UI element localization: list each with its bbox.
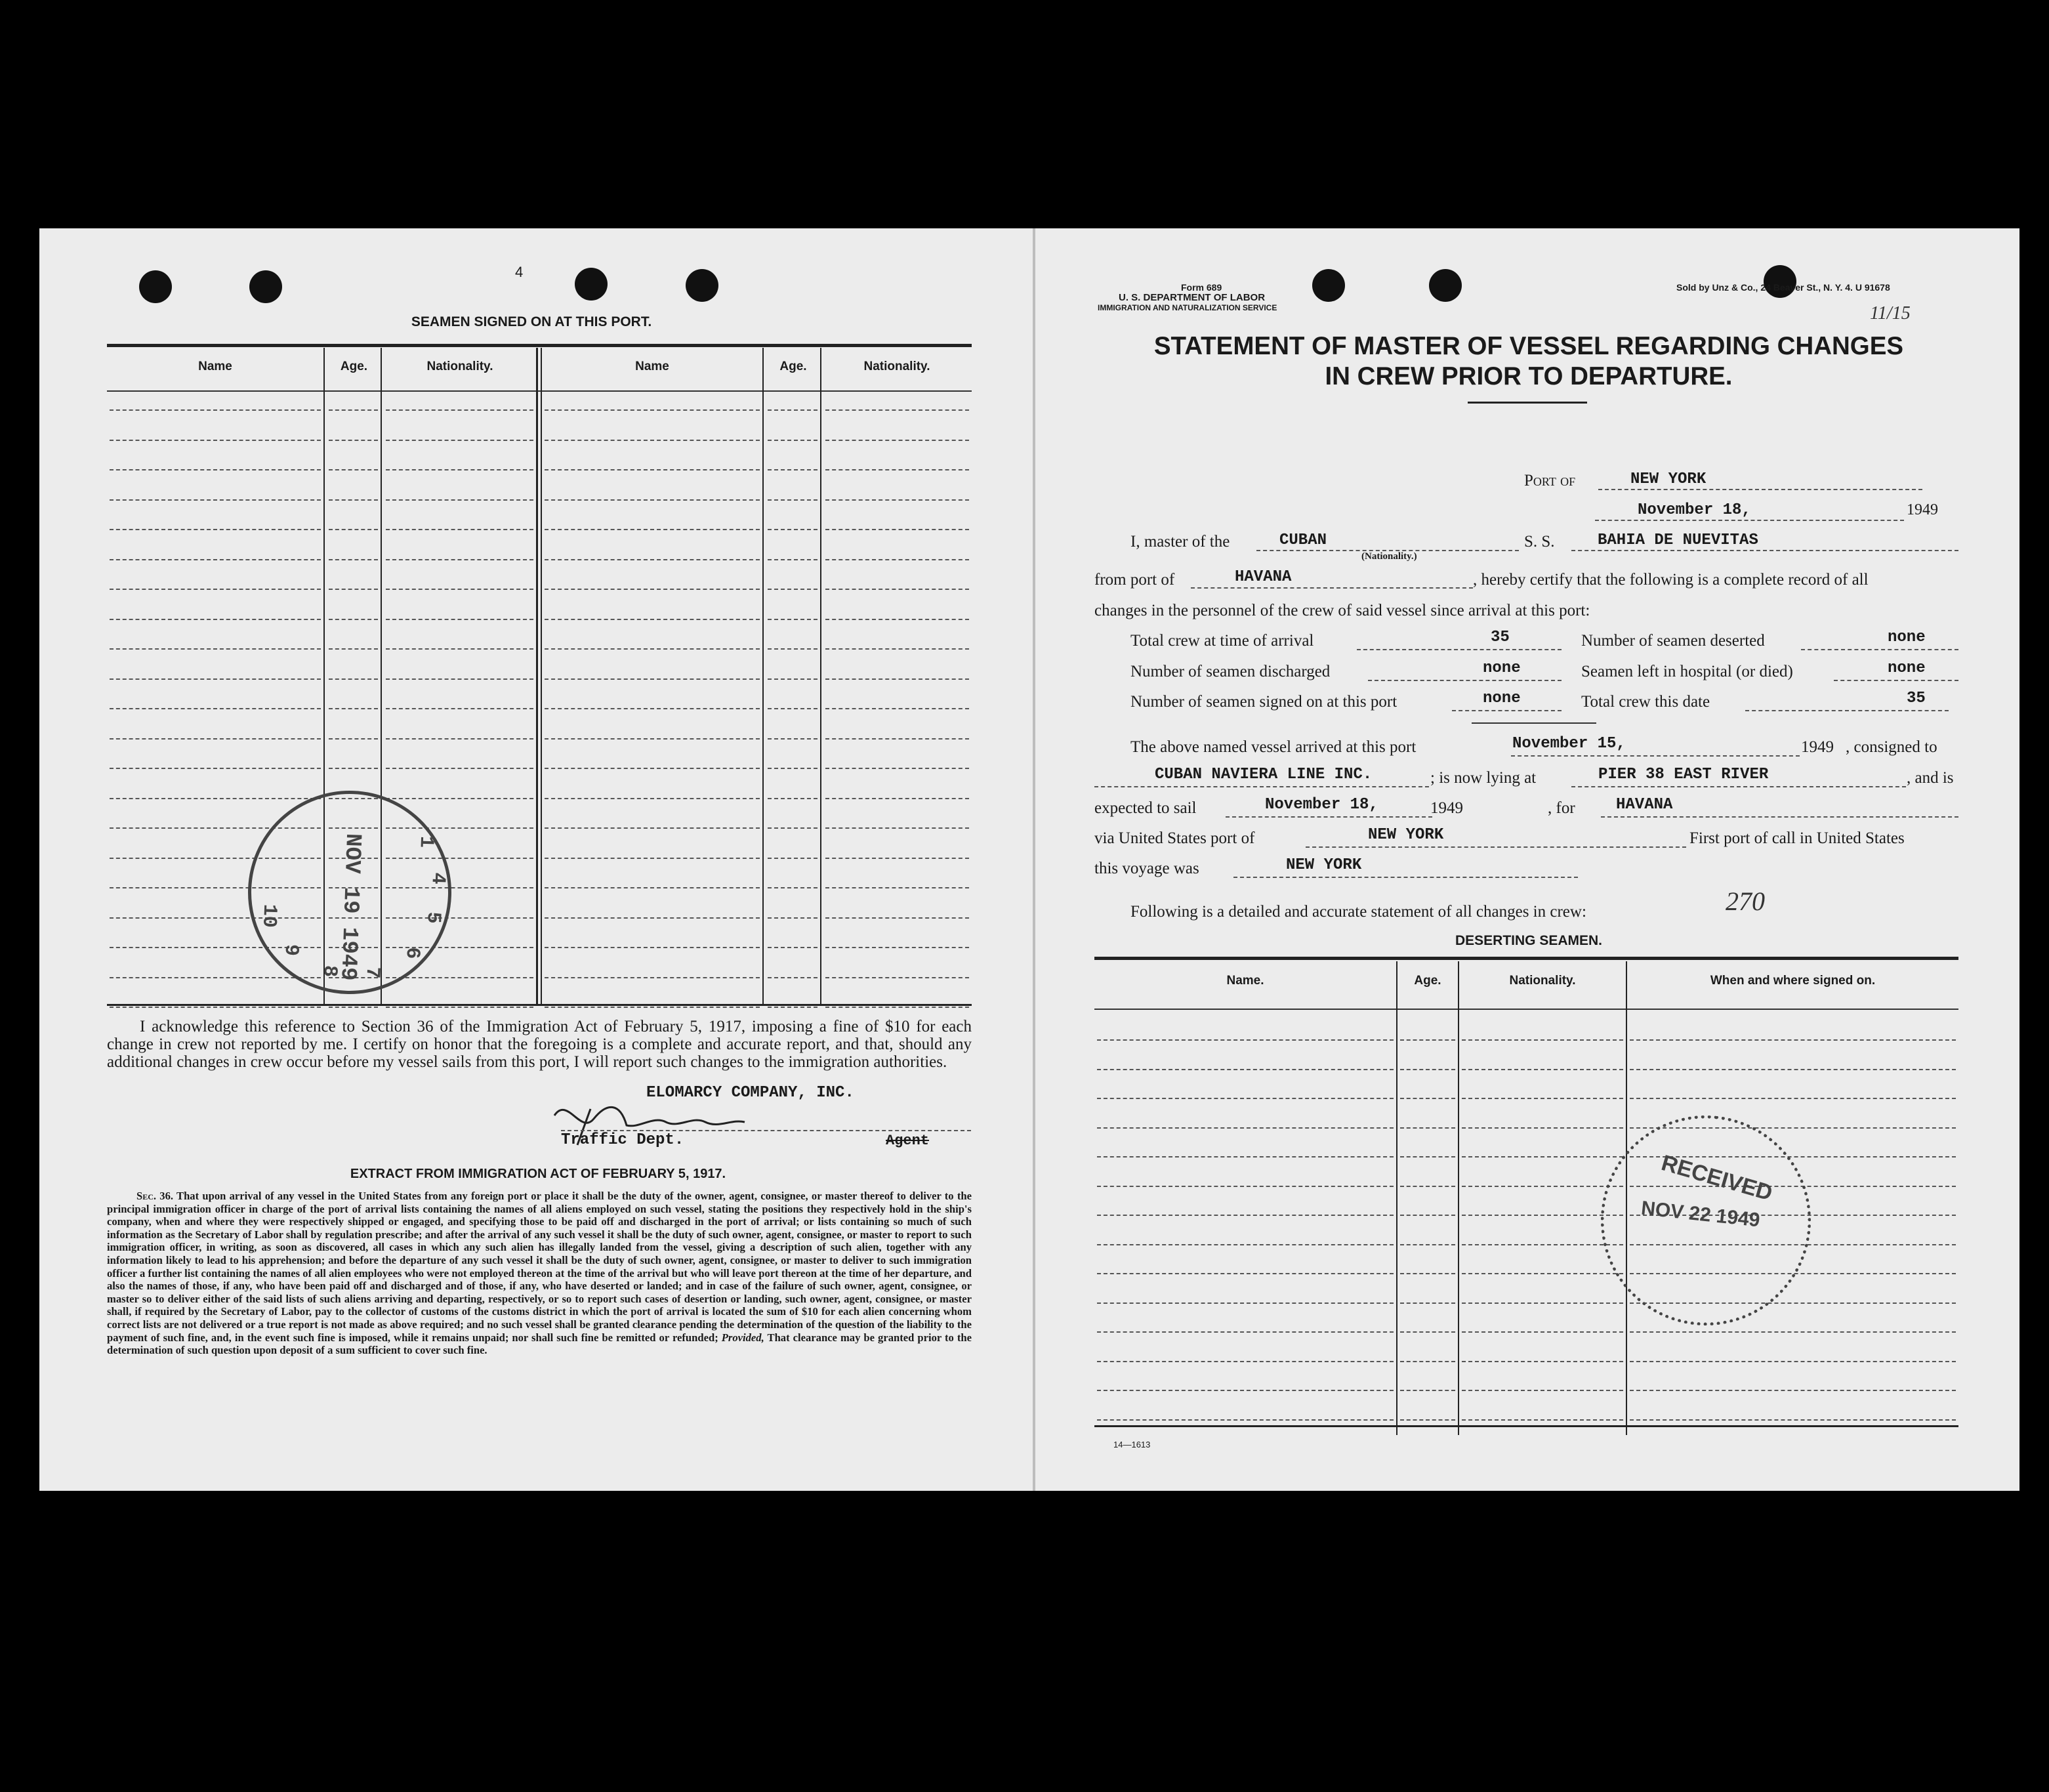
table-row-line (329, 648, 378, 650)
department-name: U. S. DEPARTMENT OF LABOR (1119, 292, 1266, 303)
stamp-digit: 7 (360, 966, 384, 979)
handwritten-reference: 11/15 (1870, 303, 1911, 323)
table-row-line (545, 559, 760, 560)
table-row-line (329, 619, 378, 620)
hospital-line (1834, 680, 1958, 681)
for-line (1601, 816, 1958, 818)
date-year: 1949 (1907, 501, 1938, 518)
table-row-line (768, 409, 818, 411)
table-row-line (110, 738, 321, 740)
table-row-line (329, 469, 378, 470)
table-row-line (329, 499, 378, 501)
service-name: IMMIGRATION AND NATURALIZATION SERVICE (1098, 303, 1277, 312)
signed-on-title: SEAMEN SIGNED ON AT THIS PORT. (411, 314, 652, 329)
punch-hole (686, 269, 718, 302)
deserting-column-header: When and where signed on. (1710, 974, 1876, 988)
table-row-line (1462, 1331, 1623, 1333)
from-port-value: HAVANA (1235, 568, 1292, 586)
stamp-digit: 8 (318, 965, 341, 978)
deserting-table-top (1094, 957, 1958, 960)
nationality-value: CUBAN (1279, 531, 1327, 549)
table-row-line (110, 798, 321, 799)
stamp-digit: 6 (400, 946, 424, 959)
signed-value: none (1483, 690, 1521, 707)
table-row-line (329, 440, 378, 441)
page-number: 4 (515, 264, 524, 280)
table-row-line (545, 589, 760, 590)
table-row-line (1462, 1390, 1623, 1391)
deserted-line (1801, 649, 1958, 650)
extract-body (107, 1190, 972, 1357)
table-row-line (825, 887, 969, 888)
table-row-line (110, 977, 321, 978)
stamp-digit: 9 (279, 944, 302, 957)
table-row-line (386, 1007, 533, 1008)
table-row-line (768, 708, 818, 709)
sail-year: 1949 (1430, 799, 1463, 817)
table-row-line (825, 768, 969, 769)
table-row-line (768, 827, 818, 829)
discharged-label: Number of seamen discharged (1130, 663, 1331, 680)
via-label: via United States port of (1094, 829, 1255, 847)
table-row-line (825, 648, 969, 650)
table-row-line (1400, 1419, 1455, 1421)
punch-hole (139, 270, 172, 303)
table-row-line (545, 708, 760, 709)
date-line (1595, 520, 1904, 521)
table-row-line (1097, 1361, 1394, 1362)
table-row-line (110, 440, 321, 441)
table-row-line (825, 858, 969, 859)
pier-line (1571, 786, 1906, 787)
table-top-rule (107, 344, 972, 347)
column-header: Name (198, 360, 232, 373)
table-row-line (768, 1007, 818, 1008)
stamp-digit: 4 (426, 872, 449, 885)
nationality-caption: (Nationality.) (1361, 551, 1417, 562)
table-row-line (386, 768, 533, 769)
table-row-line (1097, 1419, 1394, 1421)
table-row-line (1097, 1273, 1394, 1274)
table-row-line (1400, 1361, 1455, 1362)
table-row-line (825, 469, 969, 470)
table-row-line (1097, 1069, 1394, 1070)
table-row-line (768, 798, 818, 799)
table-row-line (1097, 1156, 1394, 1157)
stamp-received-date: NOV 22 1949 (1640, 1197, 1761, 1232)
following-text: Following is a detailed and accurate statement of all changes in crew: (1130, 903, 1586, 921)
table-row-line (1097, 1331, 1394, 1333)
table-row-line (386, 678, 533, 680)
table-row-line (825, 977, 969, 978)
arrived-line (1511, 755, 1800, 757)
table-row-line (329, 559, 378, 560)
table-row-line (1400, 1273, 1455, 1274)
hospital-label: Seamen left in hospital (or died) (1581, 663, 1793, 680)
extract-end: That clearance may be granted prior to the determination of such question upon deposit of a sum sufficient to cover such fine. (107, 1331, 972, 1357)
table-row-line (768, 589, 818, 590)
table-row-line (1462, 1273, 1623, 1274)
table-row-line (1097, 1127, 1394, 1129)
table-row-line (768, 559, 818, 560)
table-row-line (329, 409, 378, 411)
date-value: November 18, (1638, 501, 1751, 519)
from-port-label: from port of (1094, 571, 1175, 589)
deserting-column-header: Name. (1226, 974, 1264, 988)
table-row-line (825, 738, 969, 740)
table-row-line (1400, 1156, 1455, 1157)
punch-hole (249, 270, 282, 303)
table-row-line (1462, 1039, 1623, 1041)
and-is-text: , and is (1907, 769, 1954, 787)
deserting-header-rule (1094, 1009, 1958, 1010)
arrived-value: November 15, (1512, 735, 1626, 753)
discharged-line (1368, 680, 1562, 681)
deserted-label: Number of seamen deserted (1581, 632, 1765, 650)
table-row-line (1462, 1069, 1623, 1070)
table-row-line (329, 589, 378, 590)
table-row-line (768, 499, 818, 501)
table-row-line (110, 768, 321, 769)
table-row-line (1097, 1215, 1394, 1216)
table-bottom-rule (107, 1004, 972, 1006)
printer-imprint: Sold by Unz & Co., 24 Beaver St., N. Y. 4. U 91678 (1676, 282, 1890, 293)
table-row-line (1630, 1039, 1956, 1041)
stamp-digit: 1 (414, 835, 438, 848)
table-row-line (1462, 1302, 1623, 1304)
stamp-received-text: RECEIVED (1659, 1150, 1775, 1206)
column-divider (762, 348, 764, 1004)
table-row-line (545, 440, 760, 441)
table-row-line (386, 977, 533, 978)
table-row-line (825, 798, 969, 799)
table-row-line (1400, 1215, 1455, 1216)
table-row-line (545, 648, 760, 650)
extract-provided: Provided, (721, 1331, 764, 1344)
deserting-title: DESERTING SEAMEN. (1455, 933, 1603, 948)
table-row-line (768, 977, 818, 978)
changes-text: changes in the personnel of the crew of said vessel since arrival at this port: (1094, 602, 1590, 619)
table-row-line (386, 738, 533, 740)
table-row-line (1630, 1331, 1956, 1333)
table-row-line (545, 887, 760, 888)
table-row-line (545, 619, 760, 620)
table-row-line (329, 708, 378, 709)
certify-text: , hereby certify that the following is a complete record of all (1473, 571, 1869, 589)
table-row-line (768, 738, 818, 740)
signed-line (1452, 710, 1562, 711)
extract-title: EXTRACT FROM IMMIGRATION ACT OF FEBRUARY 5, 1917. (350, 1167, 726, 1181)
table-row-line (1400, 1098, 1455, 1099)
deserting-table-bottom (1094, 1425, 1958, 1427)
table-row-line (825, 1007, 969, 1008)
sail-value: November 18, (1265, 796, 1378, 814)
table-row-line (110, 469, 321, 470)
signed-label: Number of seamen signed on at this port (1130, 693, 1397, 711)
table-row-line (768, 947, 818, 948)
stamp-digit: 10 (257, 904, 281, 928)
table-row-line (545, 917, 760, 919)
table-row-line (1400, 1331, 1455, 1333)
table-row-line (545, 947, 760, 948)
table-row-line (386, 589, 533, 590)
arrived-year: 1949 (1801, 738, 1834, 756)
table-row-line (545, 858, 760, 859)
table-row-line (825, 678, 969, 680)
table-row-line (110, 708, 321, 709)
ship-name: BAHIA DE NUEVITAS (1598, 531, 1758, 549)
sail-line (1226, 816, 1432, 818)
table-row-line (386, 559, 533, 560)
master-prefix: I, master of the (1130, 533, 1230, 551)
extract-text: That upon arrival of any vessel in the United States from any foreign port or place it shall be the duty of the owner, agent, consignee, or master thereof to deliver to the principal immigration officer in charge of the port of arrival lists containing the names of all aliens employed on such vessel, stating the positions they respectively hold in the ship's company, when and where they were respectively shipped or engaged, and specifying those to be paid off and discharged in the port of arrival; or lists containing so much of such information as the Secretary of Labor shall by regulation prescribe; and after the arrival of any such vessel it shall be the duty of such owner, agent, consignee, or master to report to such immigration officer, in writing, as soon as discovered, all cases in which any such alien has illegally landed from the vessel, giving a description of such alien, together with any information likely to lead to his apprehension; and before the departure of any such vessel it shall be the duty of such owner, agent, consignee, or master to deliver to such immigration officer a further list containing the names of all alien employees who were not employed thereon at the time of the arrival but who will leave port thereon at the time of her departure, and also the names of those, if any, who have been paid off and discharged and of those, if any, who have deserted or landed; and in case of the failure of such owner, agent, consignee, or master so to deliver either of the said lists of such aliens arriving and departing, respectively, or so to report such cases of desertion or landing, such owner, agent, consignee, or master shall, if required by the Secretary of Labor, pay to the collector of customs of the customs district in which the port of arrival is located the sum of $10 for each alien concerning whom correct lists are not delivered or a true report is not made as above required; and no such vessel shall be granted clearance pending the determination of the question of the liability to the payment of such fine, and, in the event such fine is imposed, while it remains unpaid; nor shall such fine be remitted or refunded; (107, 1190, 972, 1344)
total-date-line (1745, 710, 1949, 711)
table-row-line (1630, 1098, 1956, 1099)
from-port-line (1191, 587, 1473, 589)
total-arrival-label: Total crew at time of arrival (1130, 632, 1314, 650)
table-row-line (768, 917, 818, 919)
punch-hole (1764, 265, 1796, 298)
table-row-line (386, 440, 533, 441)
table-row-line (329, 768, 378, 769)
table-row-line (110, 529, 321, 530)
table-row-line (825, 589, 969, 590)
table-row-line (110, 678, 321, 680)
sail-label: expected to sail (1094, 799, 1197, 817)
table-row-line (825, 827, 969, 829)
column-divider (820, 348, 821, 1004)
punch-hole (575, 268, 608, 301)
table-row-line (110, 559, 321, 560)
pier-value: PIER 38 EAST RIVER (1598, 766, 1769, 783)
table-row-line (825, 708, 969, 709)
voyage-label: this voyage was (1094, 860, 1199, 877)
first-port-text: First port of call in United States (1689, 829, 1905, 847)
table-row-line (545, 977, 760, 978)
table-row-line (1630, 1390, 1956, 1391)
table-row-line (1630, 1069, 1956, 1070)
table-row-line (1630, 1361, 1956, 1362)
table-row-line (1097, 1186, 1394, 1187)
form-title-line1: STATEMENT OF MASTER OF VESSEL REGARDING CHANGES (1153, 332, 1904, 360)
table-row-line (1462, 1215, 1623, 1216)
column-divider (1396, 961, 1397, 1435)
table-row-line (545, 678, 760, 680)
company-name: ELOMARCY COMPANY, INC. (646, 1084, 854, 1102)
table-row-line (1462, 1186, 1623, 1187)
handwritten-number: 270 (1726, 886, 1765, 916)
table-row-line (1400, 1127, 1455, 1129)
arrived-text: The above named vessel arrived at this port (1130, 738, 1417, 756)
table-row-line (825, 947, 969, 948)
table-row-line (329, 1007, 378, 1008)
table-row-line (1097, 1039, 1394, 1041)
column-header: Nationality. (863, 360, 930, 373)
table-row-line (768, 678, 818, 680)
port-value: NEW YORK (1630, 470, 1707, 488)
table-row-line (386, 469, 533, 470)
column-header: Age. (340, 360, 368, 373)
table-row-line (110, 619, 321, 620)
table-row-line (1462, 1361, 1623, 1362)
table-row-line (545, 499, 760, 501)
table-row-line (1630, 1419, 1956, 1421)
table-row-line (1400, 1390, 1455, 1391)
column-header: Name (635, 360, 669, 373)
column-divider (541, 348, 542, 1004)
port-label: Port of (1524, 472, 1576, 490)
consignee-line (1094, 786, 1429, 787)
table-row-line (1462, 1127, 1623, 1129)
discharged-value: none (1483, 659, 1521, 677)
total-date-value: 35 (1907, 690, 1926, 707)
table-row-line (1462, 1098, 1623, 1099)
table-row-line (386, 529, 533, 530)
table-row-line (1097, 1244, 1394, 1245)
table-row-line (768, 768, 818, 769)
table-row-line (1462, 1244, 1623, 1245)
consignee-value: CUBAN NAVIERA LINE INC. (1155, 766, 1373, 783)
table-row-line (110, 1007, 321, 1008)
total-date-label: Total crew this date (1581, 693, 1710, 711)
table-row-line (1400, 1244, 1455, 1245)
hospital-value: none (1888, 659, 1926, 677)
ss-label: S. S. (1524, 533, 1555, 551)
table-row-line (1097, 1302, 1394, 1304)
deserted-value: none (1888, 629, 1926, 646)
table-row-line (825, 917, 969, 919)
table-row-line (386, 798, 533, 799)
column-divider (536, 348, 538, 1004)
table-row-line (825, 440, 969, 441)
table-row-line (386, 499, 533, 501)
table-row-line (110, 589, 321, 590)
table-row-line (768, 469, 818, 470)
table-row-line (1400, 1186, 1455, 1187)
form-title-line2: IN CREW PRIOR TO DEPARTURE. (1325, 362, 1733, 390)
table-row-line (768, 619, 818, 620)
table-row-line (545, 827, 760, 829)
table-row-line (768, 887, 818, 888)
table-row-line (1097, 1390, 1394, 1391)
table-row-line (386, 648, 533, 650)
table-row-line (110, 648, 321, 650)
table-row-line (545, 738, 760, 740)
table-row-line (1462, 1156, 1623, 1157)
punch-hole (1312, 269, 1345, 302)
via-value: NEW YORK (1368, 826, 1444, 844)
for-label: , for (1548, 799, 1575, 817)
total-arrival-line (1357, 649, 1562, 650)
port-line (1598, 489, 1922, 490)
signer-department: Traffic Dept. (561, 1131, 684, 1149)
table-row-line (545, 798, 760, 799)
acknowledgement-text: I acknowledge this reference to Section 36 of the Immigration Act of February 5, 1917, imposing a fine of $10 for each change in crew not reported by me. I certify on honor that the foregoing is a complete and accurate report, and that, should any additional changes in crew occur before my vessel sails from this port, I will report such changes to the immigration authorities. (107, 1018, 972, 1071)
form-code: 14—1613 (1113, 1440, 1151, 1449)
table-row-line (386, 409, 533, 411)
table-header-rule (107, 390, 972, 392)
extract-section-label: Sec. 36. (136, 1190, 174, 1202)
table-row-line (545, 768, 760, 769)
table-row-line (825, 529, 969, 530)
lying-text: ; is now lying at (1430, 769, 1537, 787)
consigned-text: , consigned to (1846, 738, 1937, 756)
table-row-line (329, 678, 378, 680)
table-row-line (1097, 1098, 1394, 1099)
table-row-line (825, 409, 969, 411)
table-row-line (110, 409, 321, 411)
column-divider (1458, 961, 1459, 1435)
ship-line (1571, 550, 1958, 551)
stamp-date: NOV 19 1949 (335, 833, 365, 982)
table-row-line (329, 529, 378, 530)
table-row-line (768, 529, 818, 530)
table-row-line (1400, 1302, 1455, 1304)
signer-suffix: Agent (886, 1133, 930, 1149)
table-row-line (825, 619, 969, 620)
table-row-line (329, 738, 378, 740)
table-row-line (110, 499, 321, 501)
table-row-line (386, 708, 533, 709)
table-row-line (768, 648, 818, 650)
column-header: Age. (779, 360, 807, 373)
column-header: Nationality. (426, 360, 493, 373)
voyage-value: NEW YORK (1286, 856, 1362, 874)
table-row-line (1400, 1069, 1455, 1070)
table-row-line (545, 469, 760, 470)
table-row-line (825, 499, 969, 501)
form-number: Form 689 (1181, 282, 1222, 293)
total-arrival-value: 35 (1491, 629, 1510, 646)
table-row-line (1462, 1419, 1623, 1421)
stamp-digit: 5 (421, 911, 445, 925)
title-underline (1468, 402, 1587, 404)
for-value: HAVANA (1616, 796, 1673, 814)
table-row-line (768, 440, 818, 441)
table-row-line (545, 1007, 760, 1008)
deserting-column-header: Age. (1414, 974, 1441, 988)
voyage-line (1233, 877, 1578, 878)
punch-hole (1429, 269, 1462, 302)
deserting-column-header: Nationality. (1509, 974, 1576, 988)
table-row-line (545, 409, 760, 411)
table-row-line (386, 619, 533, 620)
table-row-line (768, 858, 818, 859)
section-rule (1472, 722, 1596, 724)
table-row-line (825, 559, 969, 560)
table-row-line (545, 529, 760, 530)
via-line (1306, 846, 1686, 848)
table-row-line (1400, 1039, 1455, 1041)
